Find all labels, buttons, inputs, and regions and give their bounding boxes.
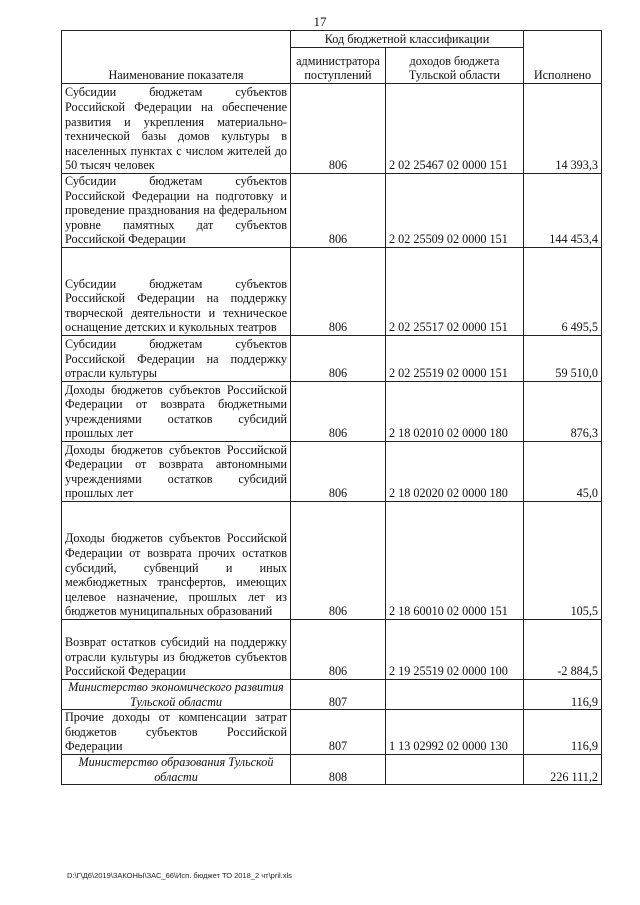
row-name: Прочие доходы от компенсации затрат бюджетов субъектов Российской Федерации: [62, 710, 291, 755]
header-income-column: доходов бюджета Тульской области: [386, 48, 524, 84]
table-row: [62, 620, 602, 680]
row-name: Доходы бюджетов субъектов Российской Федерации от возврата бюджетными учреждениями остатков субсидий прошлых лет: [62, 382, 291, 442]
row-admin-code: 806: [291, 248, 386, 336]
table-row: [62, 754, 602, 784]
row-admin-code: 806: [291, 174, 386, 248]
row-income-code: 2 02 25509 02 0000 151: [386, 174, 524, 248]
row-admin-code: 807: [291, 680, 386, 710]
row-admin-code: 806: [291, 442, 386, 502]
row-executed-amount: 144 453,4: [524, 174, 602, 248]
row-name: Субсидии бюджетам субъектов Российской Федерации на подготовку и проведение празднования на федеральном уровне памятных дат субъектов Российской Федерации: [62, 174, 291, 248]
header-admin-column: администратора поступлений: [291, 48, 386, 84]
table-body: [62, 84, 602, 785]
row-income-code: 2 02 25467 02 0000 151: [386, 84, 524, 174]
row-name: Субсидии бюджетам субъектов Российской Федерации на поддержку творческой деятельности и техническое оснащение детских и кукольных театров: [62, 248, 291, 336]
row-income-code: 2 02 25519 02 0000 151: [386, 336, 524, 382]
row-executed-amount: 116,9: [524, 680, 602, 710]
row-name: Доходы бюджетов субъектов Российской Федерации от возврата автономными учреждениями остатков субсидий прошлых лет: [62, 442, 291, 502]
table-row: [62, 502, 602, 620]
row-name: Субсидии бюджетам субъектов Российской Федерации на обеспечение развития и укрепления материально-технической базы домов культуры в населенных пунктах с числом жителей до 50 тысяч человек: [62, 84, 291, 174]
table-row: [62, 336, 602, 382]
row-name: Субсидии бюджетам субъектов Российской Федерации на поддержку отрасли культуры: [62, 336, 291, 382]
row-admin-code: 806: [291, 620, 386, 680]
row-admin-code: 806: [291, 502, 386, 620]
row-executed-amount: -2 884,5: [524, 620, 602, 680]
row-income-code: 2 18 60010 02 0000 151: [386, 502, 524, 620]
row-admin-code: 806: [291, 382, 386, 442]
row-executed-amount: 105,5: [524, 502, 602, 620]
table-row: [62, 248, 602, 336]
header-done-column: Исполнено: [524, 31, 602, 84]
row-admin-code: 808: [291, 754, 386, 784]
row-executed-amount: 226 111,2: [524, 754, 602, 784]
table-row: [62, 382, 602, 442]
row-name: Министерство экономического развития Тульской области: [62, 680, 291, 710]
header-name-column: Наименование показателя: [62, 31, 291, 84]
table-row: [62, 680, 602, 710]
table-row: [62, 442, 602, 502]
row-income-code: 2 18 02010 02 0000 180: [386, 382, 524, 442]
row-income-code: [386, 680, 524, 710]
table-row: [62, 174, 602, 248]
row-income-code: [386, 754, 524, 784]
row-admin-code: 806: [291, 84, 386, 174]
row-executed-amount: 59 510,0: [524, 336, 602, 382]
row-income-code: 2 18 02020 02 0000 180: [386, 442, 524, 502]
row-name: Министерство образования Тульской области: [62, 754, 291, 784]
table-row: [62, 710, 602, 755]
row-income-code: 1 13 02992 02 0000 130: [386, 710, 524, 755]
row-name: Возврат остатков субсидий на поддержку отрасли культуры из бюджетов субъектов Российской Федерации: [62, 620, 291, 680]
row-admin-code: 806: [291, 336, 386, 382]
budget-execution-table: [61, 30, 602, 785]
header-code-group: Код бюджетной классификации: [291, 31, 524, 48]
row-income-code: 2 19 25519 02 0000 100: [386, 620, 524, 680]
row-executed-amount: 14 393,3: [524, 84, 602, 174]
row-executed-amount: 876,3: [524, 382, 602, 442]
page-number: 17: [313, 14, 327, 29]
row-admin-code: 807: [291, 710, 386, 755]
row-executed-amount: 45,0: [524, 442, 602, 502]
row-executed-amount: 6 495,5: [524, 248, 602, 336]
row-name: Доходы бюджетов субъектов Российской Федерации от возврата прочих остатков субсидий, субвенций и иных межбюджетных трансфертов, имеющих целевое назначение, прошлых лет из бюджетов муниципальных образований: [62, 502, 291, 620]
table-row: [62, 84, 602, 174]
row-income-code: 2 02 25517 02 0000 151: [386, 248, 524, 336]
row-executed-amount: 116,9: [524, 710, 602, 755]
footer-file-path: D:\Г\Д6\2019\ЗАКОНЫ\ЗАС_66\Исп. бюджет ТО 2018_2 чт\pril.xls: [67, 871, 292, 880]
